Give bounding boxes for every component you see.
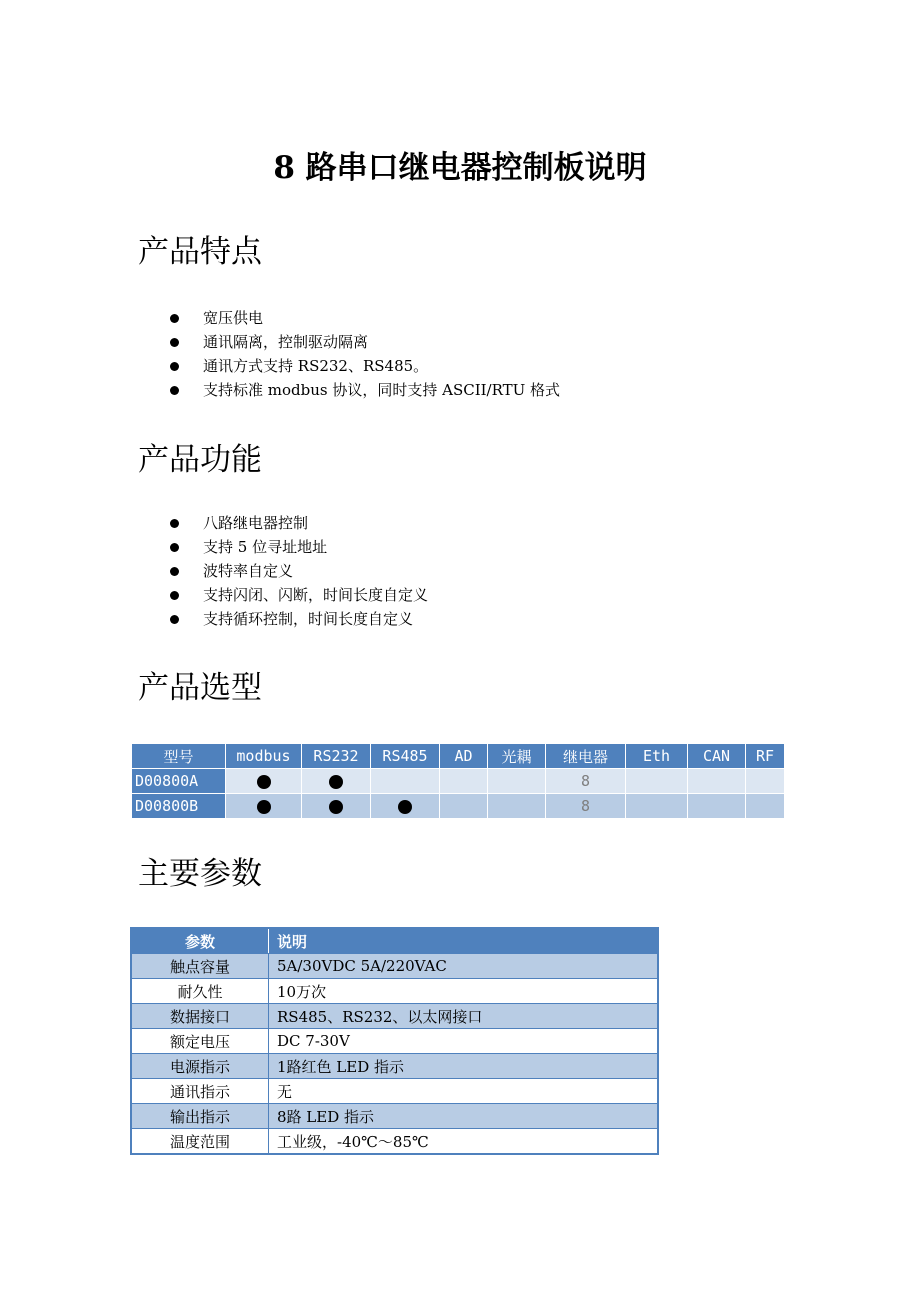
param-value: 8路 LED 指示 (269, 1104, 659, 1129)
header-can: CAN (688, 744, 746, 769)
model-name: D00800A (132, 769, 226, 794)
param-value: 1路红色 LED 指示 (269, 1054, 659, 1079)
params-heading: 主要参数 (138, 856, 262, 892)
ad-cell (440, 769, 488, 794)
supported-dot-icon (257, 775, 271, 789)
modbus-cell (226, 769, 302, 794)
header-description: 说明 (269, 928, 659, 954)
can-cell (688, 794, 746, 819)
header-rs485: RS485 (371, 744, 440, 769)
rs485-cell (371, 794, 440, 819)
optocoupler-cell (488, 769, 546, 794)
header-relay: 继电器 (546, 744, 626, 769)
table-row (131, 1054, 658, 1079)
optocoupler-cell (488, 794, 546, 819)
bullet-icon (170, 314, 179, 323)
param-name: 输出指示 (131, 1104, 269, 1129)
param-value: 工业级，-40℃～85℃ (269, 1129, 659, 1155)
param-name: 耐久性 (131, 979, 269, 1004)
bullet-icon (170, 615, 179, 624)
model-selection-table (131, 743, 785, 819)
supported-dot-icon (257, 800, 271, 814)
features-heading: 产品特点 (138, 234, 262, 270)
param-value: 10万次 (269, 979, 659, 1004)
param-value: RS485、RS232、以太网接口 (269, 1004, 659, 1029)
bullet-icon (170, 362, 179, 371)
list-item: 波特率自定义 (170, 559, 428, 583)
table-header-row (132, 744, 785, 769)
param-name: 触点容量 (131, 954, 269, 979)
bullet-icon (170, 567, 179, 576)
table-row (131, 1129, 658, 1155)
supported-dot-icon (398, 800, 412, 814)
rs232-cell (302, 794, 371, 819)
table-row (131, 979, 658, 1004)
selection-heading: 产品选型 (138, 670, 262, 706)
ad-cell (440, 794, 488, 819)
can-cell (688, 769, 746, 794)
eth-cell (626, 769, 688, 794)
table-row (131, 1029, 658, 1054)
header-rs232: RS232 (302, 744, 371, 769)
header-ad: AD (440, 744, 488, 769)
list-item: 通讯方式支持 RS232、RS485。 (170, 354, 560, 378)
eth-cell (626, 794, 688, 819)
bullet-icon (170, 591, 179, 600)
rf-cell (746, 769, 785, 794)
param-value: 5A/30VDC 5A/220VAC (269, 954, 659, 979)
modbus-cell (226, 794, 302, 819)
table-row (132, 769, 785, 794)
list-item: 八路继电器控制 (170, 511, 428, 535)
model-name: D00800B (132, 794, 226, 819)
rs485-cell (371, 769, 440, 794)
parameters-table (130, 927, 659, 1155)
param-value: 无 (269, 1079, 659, 1104)
header-model: 型号 (132, 744, 226, 769)
features-list (170, 306, 560, 402)
bullet-icon (170, 386, 179, 395)
list-item: 支持循环控制，时间长度自定义 (170, 607, 428, 631)
document-title: 8 路串口继电器控制板说明 (273, 150, 647, 186)
header-optocoupler: 光耦 (488, 744, 546, 769)
bullet-icon (170, 519, 179, 528)
bullet-icon (170, 543, 179, 552)
header-param: 参数 (131, 928, 269, 954)
param-name: 温度范围 (131, 1129, 269, 1155)
supported-dot-icon (329, 775, 343, 789)
param-name: 通讯指示 (131, 1079, 269, 1104)
relay-cell: 8 (546, 794, 626, 819)
header-eth: Eth (626, 744, 688, 769)
list-item: 宽压供电 (170, 306, 560, 330)
relay-cell: 8 (546, 769, 626, 794)
list-item: 支持 5 位寻址地址 (170, 535, 428, 559)
functions-heading: 产品功能 (138, 442, 262, 478)
param-name: 电源指示 (131, 1054, 269, 1079)
param-name: 数据接口 (131, 1004, 269, 1029)
param-name: 额定电压 (131, 1029, 269, 1054)
header-rf: RF (746, 744, 785, 769)
rf-cell (746, 794, 785, 819)
list-item: 支持标准 modbus 协议，同时支持 ASCII/RTU 格式 (170, 378, 560, 402)
table-header-row (131, 928, 658, 954)
table-row (131, 954, 658, 979)
header-modbus: modbus (226, 744, 302, 769)
supported-dot-icon (329, 800, 343, 814)
table-row (131, 1004, 658, 1029)
list-item: 支持闪闭、闪断，时间长度自定义 (170, 583, 428, 607)
param-value: DC 7-30V (269, 1029, 659, 1054)
table-row (132, 794, 785, 819)
table-row (131, 1104, 658, 1129)
table-row (131, 1079, 658, 1104)
functions-list (170, 511, 428, 631)
rs232-cell (302, 769, 371, 794)
list-item: 通讯隔离，控制驱动隔离 (170, 330, 560, 354)
bullet-icon (170, 338, 179, 347)
